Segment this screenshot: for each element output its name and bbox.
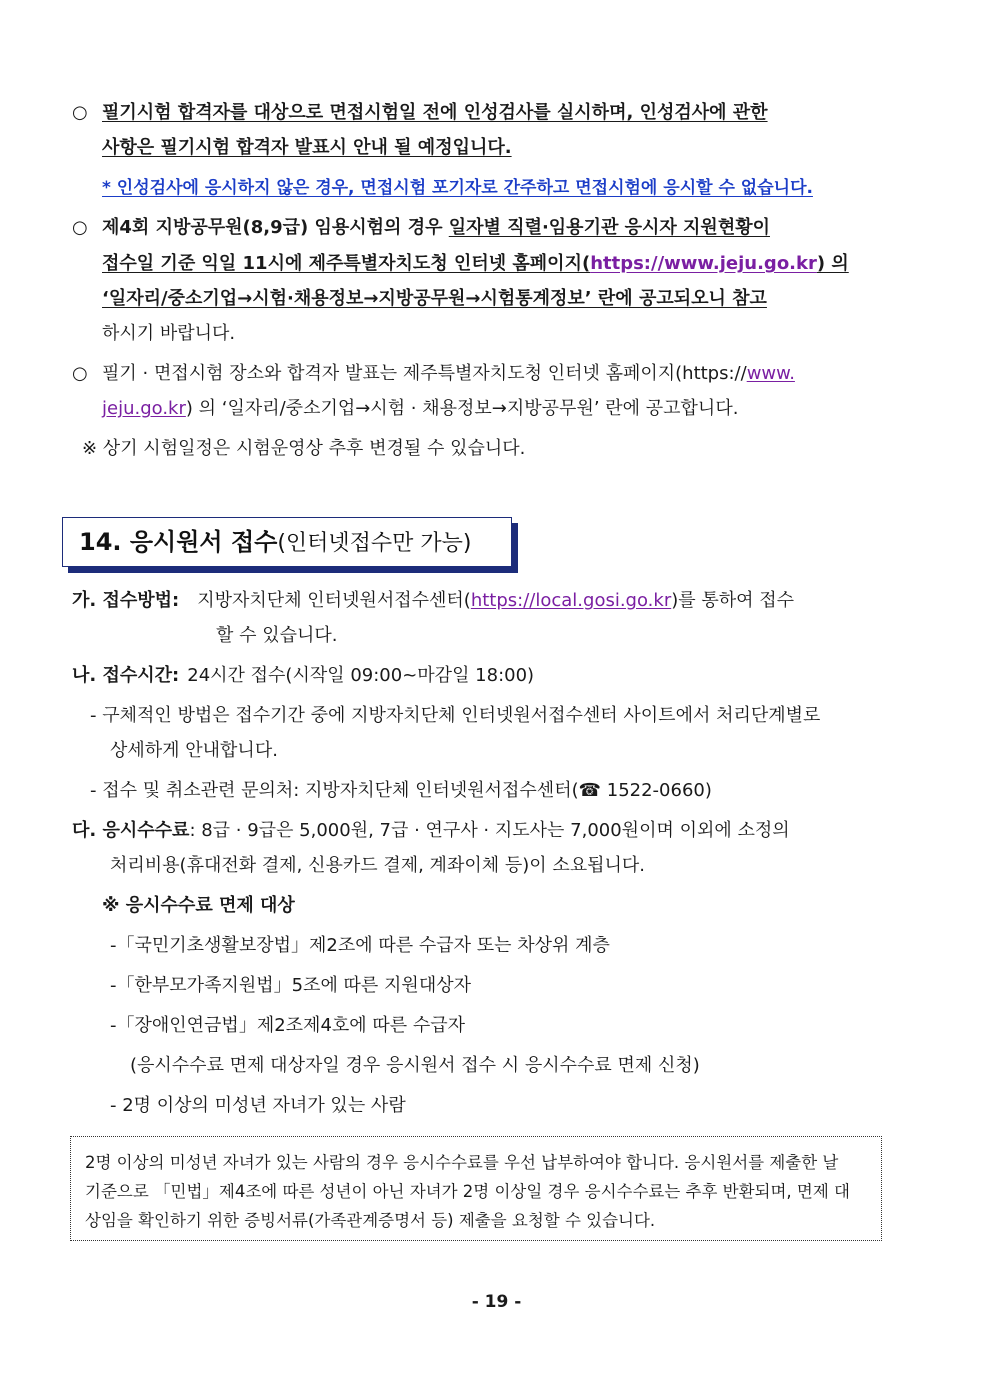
note-line-1: 2명 이상의 미성년 자녀가 있는 사람의 경우 응시수수료를 우선 납부하여야 합니다. 응시원서를 제출한 날 bbox=[85, 1153, 839, 1172]
item-na-dash-1a: - 구체적인 방법은 접수기간 중에 지방자치단체 인터넷원서접수센터 사이트에서 처리단계별로 bbox=[90, 705, 821, 726]
exempt-item-3: -「장애인연금법」제2조제4호에 따른 수급자 bbox=[110, 1015, 466, 1036]
exempt-item-4: - 2명 이상의 미성년 자녀가 있는 사람 bbox=[110, 1095, 406, 1116]
item-ga-label: 가. 접수방법: bbox=[72, 590, 180, 611]
item-na-dash-1b: 상세하게 안내합니다. bbox=[110, 740, 278, 761]
section-14-title-paren: (인터넷접수만 가능) bbox=[277, 531, 472, 556]
bullet-circle-icon: ○ bbox=[72, 363, 88, 384]
item-da-line-1: 다. 응시수수료: 8급 · 9급은 5,000원, 7급 · 연구사 · 지도사는 7,000원이며 이외에 소정의 bbox=[72, 820, 790, 841]
paragraph-2-line-4: 하시기 바랍니다. bbox=[102, 323, 236, 344]
paragraph-3-line-2: jeju.go.kr) 의 ‘일자리/중소기업→시험 · 채용정보→지방공무원’ 란에 공고합니다. bbox=[102, 398, 739, 419]
section-14-heading bbox=[62, 517, 512, 567]
paragraph-1-line-2: 사항은 필기시험 합격자 발표시 안내 될 예정입니다. bbox=[102, 137, 512, 158]
note-line-2: 기준으로 「민법」제4조에 따른 성년이 아닌 자녀가 2명 이상일 경우 응시수수료는 추후 반환되며, 면제 대 bbox=[85, 1182, 850, 1201]
paragraph-1-line-1: ○ 필기시험 합격자를 대상으로 면접시험일 전에 인성검사를 실시하며, 인성검사에 관한 bbox=[72, 102, 768, 123]
note-box bbox=[70, 1136, 882, 1241]
paragraph-1-note: * 인성검사에 응시하지 않은 경우, 면접시험 포기자로 간주하고 면접시험에 응시할 수 없습니다. bbox=[102, 178, 813, 198]
exempt-title: ※ 응시수수료 면제 대상 bbox=[102, 895, 295, 916]
bullet-circle-icon: ○ bbox=[72, 217, 88, 238]
bullet-circle-icon: ○ bbox=[72, 102, 88, 123]
paragraph-2-line-2: 접수일 기준 익일 11시에 제주특별자치도청 인터넷 홈페이지(https://www.jeju.go.kr) 의 bbox=[102, 253, 849, 274]
jeju-homepage-link-part1[interactable]: www. bbox=[746, 363, 795, 384]
item-na-label: 나. 접수시간: bbox=[72, 665, 180, 686]
exempt-item-1: -「국민기초생활보장법」제2조에 따른 수급자 또는 차상위 계층 bbox=[110, 935, 610, 956]
local-gosi-link[interactable]: https://local.gosi.go.kr bbox=[470, 590, 672, 611]
item-da-line-2: 처리비용(휴대전화 결제, 신용카드 결제, 계좌이체 등)이 소요됩니다. bbox=[110, 855, 646, 876]
page-number: - 19 - bbox=[471, 1292, 522, 1312]
item-da-label: 다. 응시수수료 bbox=[72, 820, 190, 841]
note-line-3: 상임을 확인하기 위한 증빙서류(가족관계증명서 등) 제출을 요청할 수 있습니다. bbox=[85, 1211, 656, 1230]
exempt-paren: (응시수수료 면제 대상자일 경우 응시원서 접수 시 응시수수료 면제 신청) bbox=[130, 1055, 700, 1076]
exempt-item-2: -「한부모가족지원법」5조에 따른 지원대상자 bbox=[110, 975, 471, 996]
jeju-homepage-link[interactable]: https://www.jeju.go.kr bbox=[590, 253, 817, 274]
jeju-homepage-link-part2[interactable]: jeju.go.kr bbox=[102, 398, 186, 419]
item-ga-line-1: 가. 접수방법: 지방자치단체 인터넷원서접수센터(https://local.gosi.go.kr)를 통하여 접수 bbox=[72, 590, 795, 611]
section-14-title: 14. 응시원서 접수 bbox=[79, 528, 278, 556]
paragraph-2-line-3: ‘일자리/중소기업→시험·채용정보→지방공무원→시험통계정보’ 란에 공고되오니 참고 bbox=[102, 288, 767, 309]
item-ga-line-2: 할 수 있습니다. bbox=[216, 625, 338, 646]
paragraph-2-line-1: ○ 제4회 지방공무원(8,9급) 임용시험의 경우 일자별 직렬·임용기관 응시자 지원현황이 bbox=[72, 217, 770, 238]
schedule-remark: ※ 상기 시험일정은 시험운영상 추후 변경될 수 있습니다. bbox=[82, 438, 526, 459]
item-na-dash-2: - 접수 및 취소관련 문의처: 지방자치단체 인터넷원서접수센터(☎ 1522-0660) bbox=[90, 780, 712, 801]
paragraph-3-line-1: ○ 필기 · 면접시험 장소와 합격자 발표는 제주특별자치도청 인터넷 홈페이지(https://www. bbox=[72, 363, 795, 384]
item-na-line-1: 나. 접수시간: 24시간 접수(시작일 09:00~마감일 18:00) bbox=[72, 665, 535, 686]
